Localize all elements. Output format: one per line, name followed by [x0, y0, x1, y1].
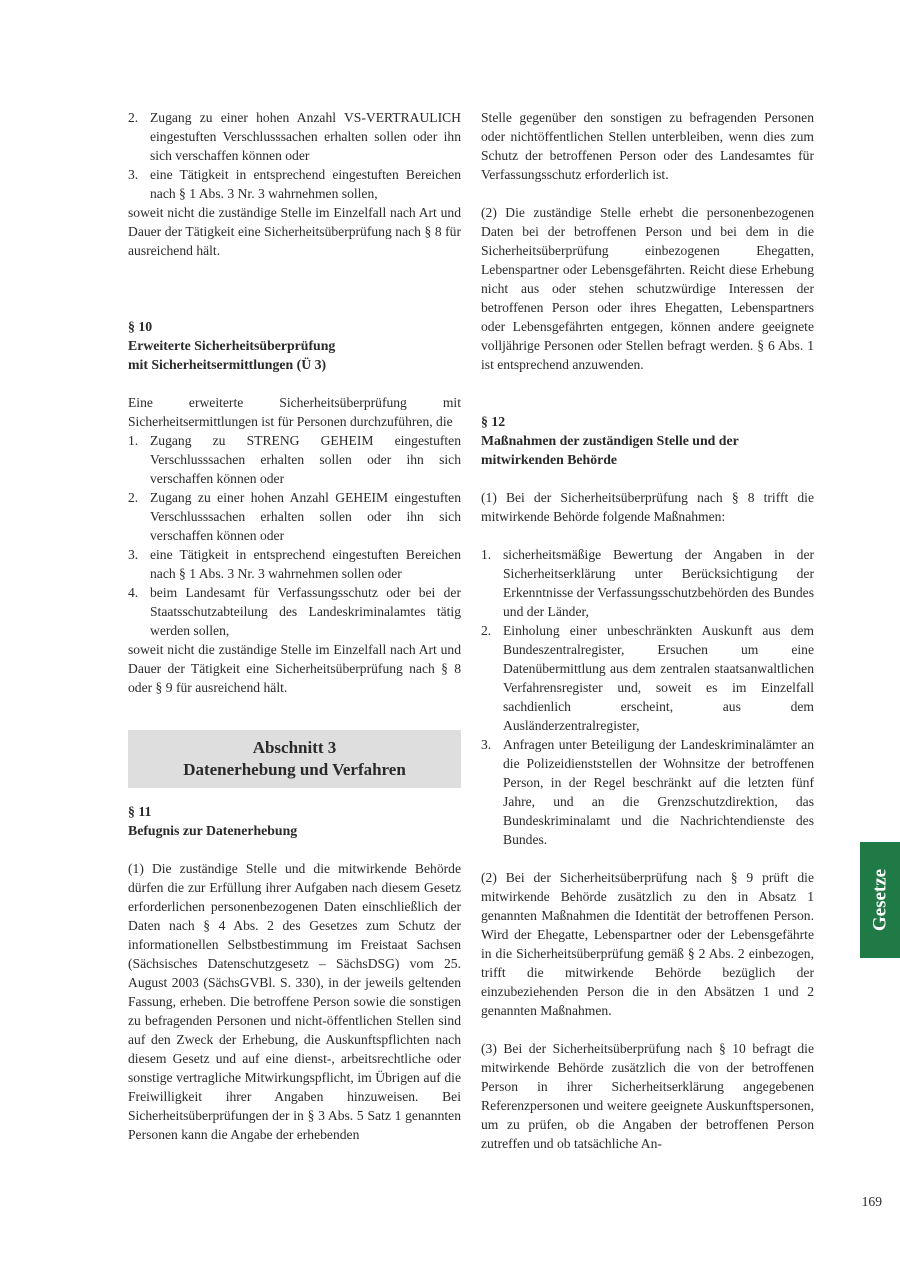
- list-text: Einholung einer unbeschränkten Auskunft aus dem Bundeszentralregister, Ersuchen um eine Datenübermittlung aus dem zentralen staatsanwaltlichen Verfahrensregister und, soweit es im Einzelfall sachdienlich erscheint, aus dem Ausländerzentralregister,: [503, 623, 814, 733]
- section-12-para3: (3) Bei der Sicherheitsüberprüfung nach § 10 befragt die mitwirkende Behörde zusätzlich die von der betroffenen Person in ihrer Sicherheitserklärung angegebenen Referenzpersonen und weitere geeignete Auskunftspersonen, um zu prüfen, ob die Angaben der betroffenen Person zutreffen und ob tatsächliche An-: [481, 1041, 814, 1151]
- section-12-para2: (2) Bei der Sicherheitsüberprüfung nach § 9 prüft die mitwirkende Behörde zusätzlich zu den in Absatz 1 genannten Maßnahmen die Identität der betroffenen Person. Wird der Ehegatte, Lebenspartner oder der Lebensgefährte in die Sicherheitsüberprüfung gemäß § 2 Abs. 2 einbezogen, trifft die mitwirkende Behörde bezüglich der einzubeziehenden Person die in den Absätzen 1 und 2 genannten Maßnahmen.: [481, 870, 814, 1018]
- list-number: 3.: [128, 167, 139, 182]
- list-text: Zugang zu einer hohen Anzahl VS-VERTRAULICH eingestuften Verschlusssachen erhalten sollen oder ihn sich verschaffen können oder: [150, 110, 461, 163]
- list-text: eine Tätigkeit in entsprechend eingestuften Bereichen nach § 1 Abs. 3 Nr. 3 wahrnehmen sollen oder: [150, 547, 461, 581]
- list-number: 3.: [481, 737, 492, 752]
- section-title: Maßnahmen der zuständigen Stelle und der: [481, 433, 739, 448]
- section-number: § 10: [128, 319, 153, 334]
- list-number: 2.: [128, 490, 139, 505]
- section-12-list: [481, 545, 814, 849]
- section-11-para2: (2) Die zuständige Stelle erhebt die personenbezogenen Daten bei der betroffenen Person und bei dem in die Sicherheitsüberprüfung einbezogenen Ehegatten, Lebenspartner oder Lebensgefährten. Reicht diese Erhebung nicht aus oder stehen schutzwürdige Interessen der betroffenen Person oder ihres Ehegatten, Lebenspartners oder Lebensgefährten entgegen, können andere geeignete volljährige Personen oder Stellen befragt werden. § 6 Abs. 1 ist entsprechend anzuwenden.: [481, 205, 814, 372]
- right-column: [481, 108, 814, 1153]
- section-title: Befugnis zur Datenerhebung: [128, 823, 298, 838]
- list-tail: soweit nicht die zuständige Stelle im Einzelfall nach Art und Dauer der Tätigkeit eine Sicherheitsüberprüfung nach § 8 für ausreichend hält.: [128, 205, 461, 258]
- page-number: 169: [861, 1194, 882, 1209]
- list-item: [128, 165, 461, 203]
- section-11-heading: [128, 802, 461, 840]
- section-10-intro: Eine erweiterte Sicherheitsüberprüfung mit Sicherheitsermittlungen ist für Personen durchzuführen, die: [128, 395, 461, 429]
- list-number: 1.: [481, 547, 492, 562]
- list-item: [128, 108, 461, 165]
- section-12-heading: [481, 412, 814, 469]
- list-text: Zugang zu einer hohen Anzahl GEHEIM eingestuften Verschlusssachen erhalten sollen oder ihn sich verschaffen können oder: [150, 490, 461, 543]
- list-item: [128, 431, 461, 488]
- section-10-list: [128, 431, 461, 640]
- side-tab-label: Gesetze: [869, 868, 891, 932]
- section-11-para1: (1) Die zuständige Stelle und die mitwirkende Behörde dürfen die zur Erfüllung ihrer Aufgaben nach diesem Gesetz erforderlichen personenbezogenen Daten einschließlich der Daten nach § 4 Abs. 2 des Gesetzes zum Schutz der informationellen Selbstbestimmung im Freistaat Sachsen (Sächsisches Datenschutzgesetz – SächsDSG) vom 25. August 2003 (SächsGVBl. S. 330), in der jeweils geltenden Fassung, erheben. Die betroffene Person sowie die sonstigen zu befragenden Personen und nicht-öffentlichen Stellen sind auf den Zweck der Erhebung, die Auskunftspflichten nach diesem Gesetz und auf eine dienst-, arbeitsrechtliche oder sonstige vertragliche Mitwirkungspflicht, im Übrigen auf die Freiwilligkeit ihrer Angaben hinzuweisen. Bei Sicherheitsüberprüfungen der in § 3 Abs. 5 Satz 1 genannten Personen kann die Angabe der erhebenden: [128, 861, 461, 1142]
- list-item: [481, 621, 814, 735]
- section-number: § 12: [481, 414, 506, 429]
- list-number: 1.: [128, 433, 139, 448]
- section-number: § 11: [128, 804, 152, 819]
- chapter-number: Abschnitt 3: [252, 738, 337, 757]
- section-11-continuation: Stelle gegenüber den sonstigen zu befragenden Personen oder nichtöffentlichen Stellen unterbleiben, wenn dies zum Schutz der betroffenen Person oder des Landesamtes für Verfassungsschutz erforderlich ist.: [481, 110, 814, 182]
- section-12-para1: (1) Bei der Sicherheitsüberprüfung nach § 8 trifft die mitwirkende Behörde folgende Maßnahmen:: [481, 490, 814, 524]
- list-number: 4.: [128, 585, 139, 600]
- chapter-banner: [128, 730, 461, 788]
- list-item: [128, 583, 461, 640]
- list-text: beim Landesamt für Verfassungsschutz oder bei der Staatsschutzabteilung des Landeskriminalamtes tätig werden sollen,: [150, 585, 461, 638]
- list-item: [481, 545, 814, 621]
- list-number: 2.: [481, 623, 492, 638]
- list-number: 2.: [128, 110, 139, 125]
- list-text: sicherheitsmäßige Bewertung der Angaben in der Sicherheitserklärung unter Berücksichtigung der Erkenntnisse der Verfassungsschutzbehörden des Bundes und der Länder,: [503, 547, 814, 619]
- list-top: [128, 108, 461, 203]
- list-item: [481, 735, 814, 849]
- list-item: [128, 488, 461, 545]
- side-tab: [860, 842, 900, 958]
- section-title: mitwirkenden Behörde: [481, 452, 618, 467]
- list-text: Zugang zu STRENG GEHEIM eingestuften Verschlusssachen erhalten sollen oder ihn sich verschaffen können oder: [150, 433, 461, 486]
- list-text: Anfragen unter Beteiligung der Landeskriminalämter an die Polizeidienststellen der Wohnsitze der betroffenen Person, in der Regel beschränkt auf die letzten fünf Jahre, und an die Grenzschutzdirektion, das Bundeskriminalamt und die Nachrichtendienste des Bundes.: [503, 737, 814, 847]
- section-10-heading: [128, 317, 461, 374]
- chapter-title: Datenerhebung und Verfahren: [183, 760, 406, 779]
- section-title: mit Sicherheitsermittlungen (Ü 3): [128, 357, 327, 372]
- section-title: Erweiterte Sicherheitsüberprüfung: [128, 338, 336, 353]
- list-item: [128, 545, 461, 583]
- list-number: 3.: [128, 547, 139, 562]
- list-text: eine Tätigkeit in entsprechend eingestuften Bereichen nach § 1 Abs. 3 Nr. 3 wahrnehmen sollen,: [150, 167, 461, 201]
- section-10-tail: soweit nicht die zuständige Stelle im Einzelfall nach Art und Dauer der Tätigkeit eine Sicherheitsüberprüfung nach § 8 oder § 9 für ausreichend hält.: [128, 642, 461, 695]
- left-column: [128, 108, 461, 1144]
